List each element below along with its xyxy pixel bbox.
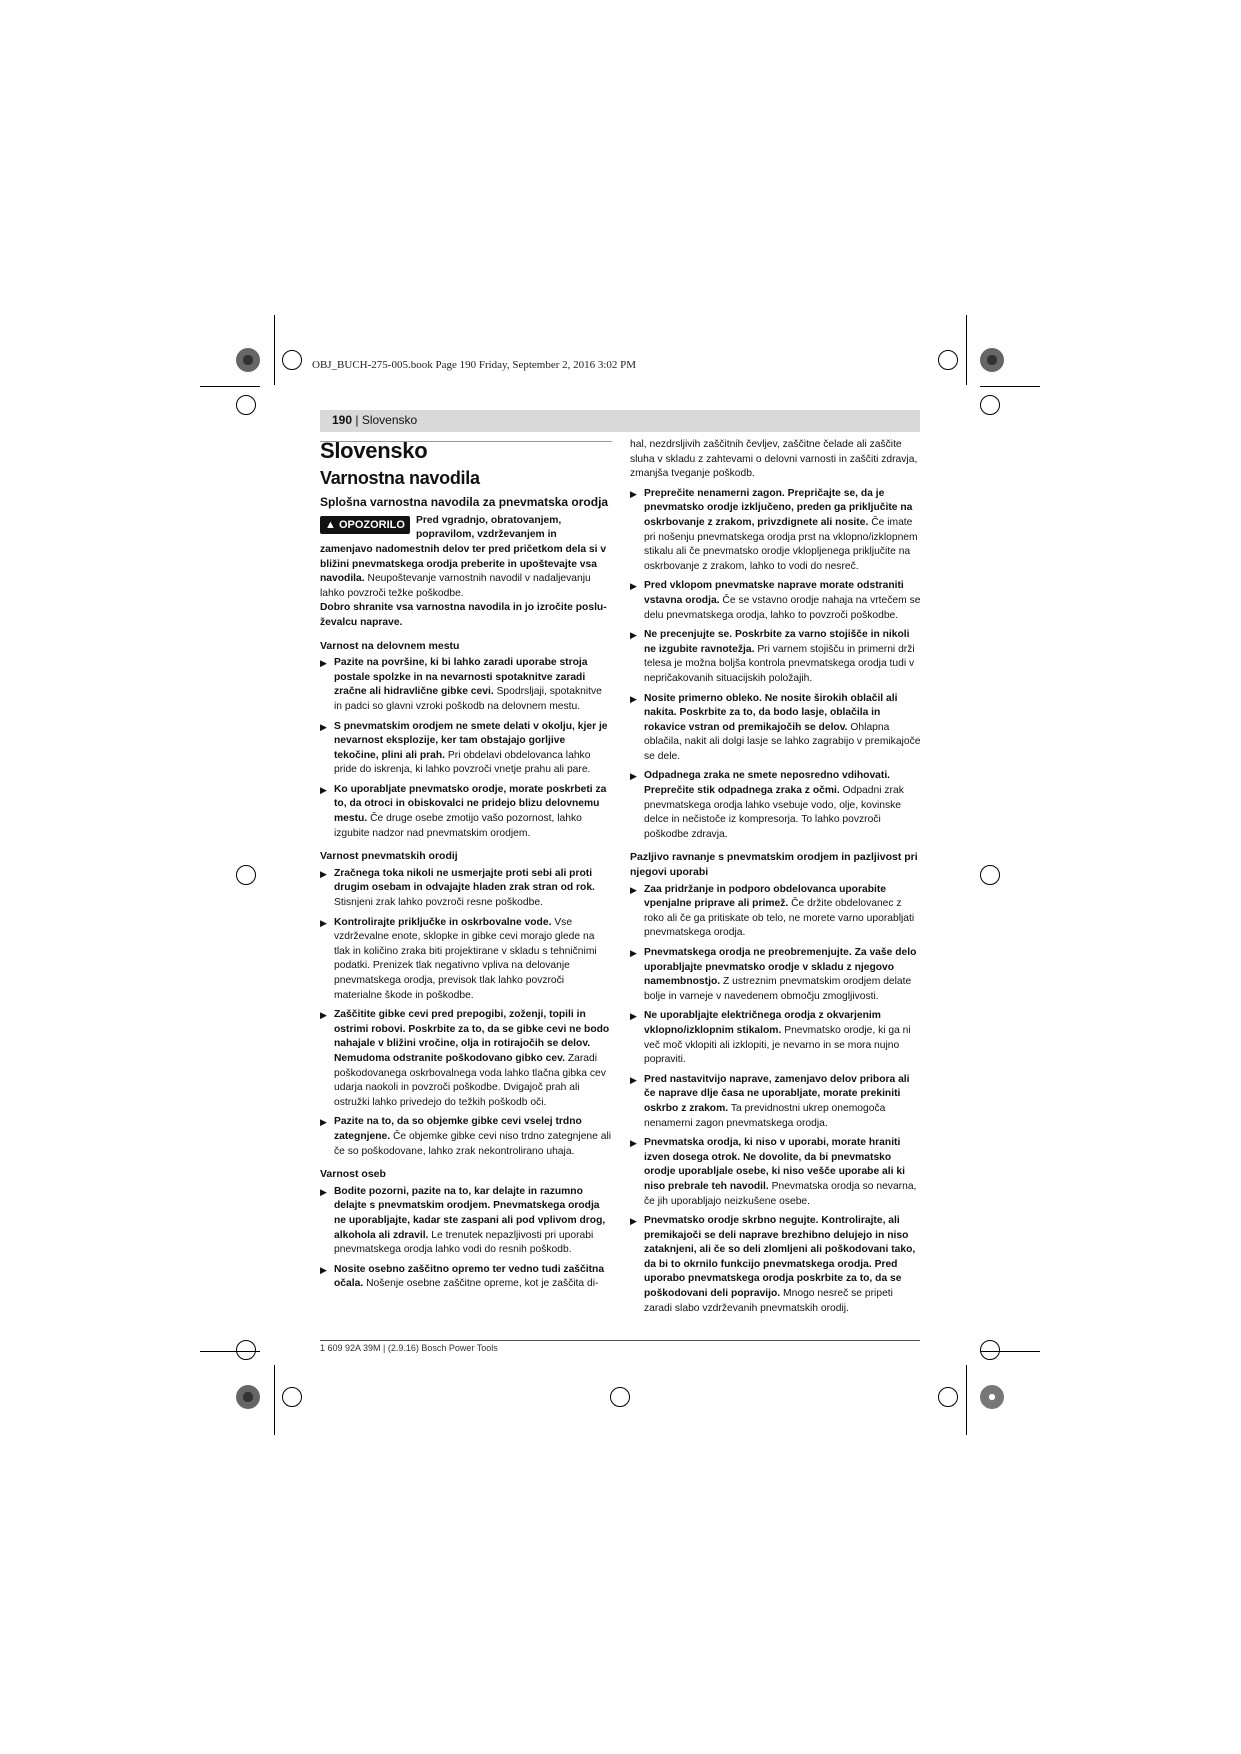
bullet-bold-text: Zaa pridržanje in podporo obdelovanca uporabite vpenjalne priprave ali primež. bbox=[644, 883, 887, 910]
page-header bbox=[332, 413, 417, 427]
bullet-bold-text: Nosite primerno obleko. Ne nosite širokih oblačil ali nakita. Poskrbite za to, da bodo lasje, oblačila in rokavice vstran od premikajočih se delov. bbox=[644, 692, 898, 733]
bullet-item bbox=[320, 720, 612, 778]
bullet-bold-text: Kontrolirajte priključke in oskrbovalne vode. bbox=[334, 916, 552, 928]
bullet-bold-text: Pazite na to, da so objemke gibke cevi vselej trdno zategnjene. bbox=[334, 1116, 582, 1142]
crop-target-right-lower bbox=[980, 1340, 1000, 1360]
bullet-arrow-icon: ▶ bbox=[630, 771, 637, 782]
bullet-text: Pnevmatsko orodje, ki ga ni več moč vklopiti ali izklopiti, je nevarno in se mora nujno popraviti. bbox=[644, 1024, 911, 1066]
page-number: 190 bbox=[332, 413, 353, 427]
registration-mark-bottom-left bbox=[236, 1385, 260, 1409]
crop-target-top-right bbox=[938, 350, 958, 370]
bullet-text: Če držite obdelovanec z roko ali če ga pritiskate ob telo, ne morete varno uporabljati pnevmatskega orodja. bbox=[644, 898, 915, 939]
bullet-text: Če imate pri nošenju pnevmatskega orodja prst na vklopno/izklopnem stikalu ali če pnevmatsko orodje vklopljenega priključite na oskrbovanje z zrakom, lahko to vodi do nesreč. bbox=[644, 516, 918, 572]
bullet-bold-text: S pnevmatskim orodjem ne smete delati v okolju, kjer je nevarnost eksplozije, ker tam obstajajo gorljive tekočine, plini ali prah. bbox=[334, 720, 608, 761]
bullet-item bbox=[630, 769, 922, 842]
bullet-arrow-icon: ▶ bbox=[630, 884, 637, 895]
bullet-text: Če se vstavno orodje nahaja na vrtečem se delu pnevmatskega orodja, lahko to povzroči poškodbe. bbox=[644, 594, 921, 621]
bullet-text: Če objemke gibke cevi niso trdno zategnjene ali če so poškodovane, lahko zrak nekontrolirano uhaja. bbox=[334, 1130, 612, 1157]
bullet-bold-text: Odpadnega zraka ne smete neposredno vdihovati. Preprečite stik odpadnega zraka z očmi. bbox=[644, 770, 891, 797]
bullet-item bbox=[320, 1008, 612, 1110]
bullet-arrow-icon: ▶ bbox=[320, 721, 327, 732]
crop-target-bottom-center bbox=[610, 1387, 630, 1407]
bullet-text: Če druge osebe zmotijo vašo pozornost, lahko izgubite nadzor nad pnevmatskim orodjem. bbox=[334, 813, 582, 839]
crop-target-bottom-left bbox=[282, 1387, 302, 1407]
bullet-bold-text: Pred nastavitvijo naprave, zamenjavo delov pribora ali če naprave dlje časa ne uporabljate, morate prekiniti oskrbo z zrakom. bbox=[644, 1073, 910, 1114]
general-heading: Splošna varnostna navodila za pnevmatska orodja bbox=[320, 495, 609, 510]
registration-mark-top-right bbox=[980, 348, 1004, 372]
bullet-item bbox=[630, 946, 922, 1004]
registration-mark-top-left bbox=[236, 348, 260, 372]
crop-target-left-middle bbox=[236, 865, 256, 885]
bullet-arrow-icon: ▶ bbox=[320, 658, 327, 669]
bullet-bold-text: Bodite pozorni, pazite na to, kar delajte in razumno delajte s pnevmatskim orodjem. Pnevmatskega orodja ne uporabljajte, kadar ste zaspani ali pod vplivom drog, alkohola ali zdravil. bbox=[334, 1185, 606, 1241]
crop-line bbox=[200, 1351, 260, 1352]
bullet-item bbox=[320, 916, 612, 1004]
bullet-item bbox=[630, 1073, 922, 1131]
right-list-1 bbox=[630, 487, 922, 843]
bullet-text: Spodrsljaji, spotaknitve in padci so glavni vzroki poškodb na delovnem mestu. bbox=[334, 686, 602, 712]
bullet-bold-text: Zaščitite gibke cevi pred prepogibi, zoženji, topili in ostrimi robovi. Poskrbite za to, da se gibke cevi ne bodo nahajale v bližini vročine, olja in rotirajočih se delov. Nemudoma odstranite poškodovano gibko cev. bbox=[334, 1009, 610, 1064]
bullet-item bbox=[320, 656, 612, 714]
bullet-bold-text: Nosite osebno zaščitno opremo ter vedno tudi zaščitna očala. bbox=[334, 1263, 605, 1290]
bullet-arrow-icon: ▶ bbox=[630, 488, 637, 499]
bullet-item bbox=[320, 867, 612, 911]
warning-icon: ▲ bbox=[325, 518, 336, 531]
section-title: Varnostna navodila bbox=[320, 467, 480, 488]
bullet-bold-text: Pred vklopom pnevmatske naprave morate odstraniti vstavna orodja. bbox=[644, 580, 904, 606]
bullet-text: Pri varnem stojišču in primerni drži telesa je možna boljša kontrola pnevmatskega orodja tudi v nepričakovanih situacijskih položajih. bbox=[644, 643, 915, 684]
bullet-arrow-icon: ▶ bbox=[320, 1117, 327, 1128]
bullet-arrow-icon: ▶ bbox=[630, 693, 637, 704]
warning-badge bbox=[320, 516, 410, 535]
subsection-heading: Varnost pnevmatskih orodij bbox=[320, 850, 458, 863]
page-title: Slovensko bbox=[320, 438, 428, 463]
bullet-arrow-icon: ▶ bbox=[630, 948, 637, 958]
footer-rule bbox=[320, 1340, 920, 1341]
bullet-arrow-icon: ▶ bbox=[320, 784, 327, 795]
header-separator: | bbox=[355, 413, 362, 427]
bullet-item bbox=[630, 1136, 922, 1209]
bullet-bold-text: Pazite na površine, ki bi lahko zaradi uporabe stroja postale spolzke in na nevarnosti spotaknitve zaradi zračne ali hidravlične gibke cevi. bbox=[334, 657, 588, 698]
bullet-arrow-icon: ▶ bbox=[630, 1011, 637, 1022]
crop-line bbox=[966, 315, 967, 385]
bullet-text: Stisnjeni zrak lahko povzroči resne poškodbe. bbox=[334, 897, 543, 909]
bullet-arrow-icon: ▶ bbox=[630, 1138, 637, 1149]
bullet-text: Mnogo nesreč se pripeti zaradi slabo vzdrževanih pnevmatskih orodij. bbox=[644, 1288, 893, 1314]
right-section-heading: Pazljivo ravnanje s pnevmatskim orodjem in pazljivost pri njegovi uporabi bbox=[630, 851, 918, 879]
subsection-heading: Varnost oseb bbox=[320, 1168, 386, 1181]
bullet-arrow-icon: ▶ bbox=[320, 1186, 327, 1197]
bullet-arrow-icon: ▶ bbox=[320, 868, 327, 879]
bullet-bold-text: Ne uporabljajte električnega orodja z okvarjenim vklopno/izklopnim stikalom. bbox=[644, 1010, 881, 1036]
left-sections bbox=[320, 639, 612, 1292]
warning-bold-text: Pred vgradnjo, obratovanjem, popravilom, vzdrževanjem in zamenjavo nadomestnih delov ter pred pričetkom dela si v bližini pnevmatskega orodja preberite in upoštevajte vsa navodila. bbox=[320, 514, 607, 585]
bullet-arrow-icon: ▶ bbox=[320, 1264, 327, 1275]
bullet-item bbox=[630, 1009, 922, 1067]
crop-target-right-upper bbox=[980, 395, 1000, 415]
bullet-bold-text: Preprečite nenamerni zagon. Prepričajte se, da je pnevmatsko orodje izključeno, preden ga priključite na oskrbovanje z zrakom, privzdignete ali nosite. bbox=[644, 487, 913, 528]
bullet-item bbox=[630, 692, 922, 765]
bullet-text: Ta previdnostni ukrep onemogoča nenamerni zagon pnevmatskega orodja. bbox=[644, 1102, 886, 1129]
bullet-text: Ohlapna oblačila, nakit ali dolgi lasje se lahko zagrabijo v premikajoče se dele. bbox=[644, 721, 921, 762]
bullet-text: Le trenutek nepazljivosti pri uporabi pnevmatskega orodja lahko vodi do resnih poškodb. bbox=[334, 1229, 594, 1256]
right-list-2 bbox=[630, 883, 922, 1317]
bullet-bold-text: Ne precenjujte se. Poskrbite za varno stojišče in nikoli ne izgubite ravnotežja. bbox=[644, 629, 910, 655]
warning-block bbox=[320, 514, 612, 602]
bullet-arrow-icon: ▶ bbox=[630, 1074, 637, 1085]
bullet-item bbox=[320, 1115, 612, 1159]
warning-badge-label: OPOZORILO bbox=[338, 518, 405, 531]
bullet-arrow-icon: ▶ bbox=[630, 630, 637, 641]
crop-line bbox=[200, 386, 260, 387]
crop-target-left-upper bbox=[236, 395, 256, 415]
bullet-item bbox=[630, 487, 922, 575]
left-column bbox=[320, 438, 612, 1297]
footer: 1 609 92A 39M | (2.9.16) Bosch Power Tools bbox=[320, 1343, 498, 1353]
bullet-bold-text: Zračnega toka nikoli ne usmerjajte proti sebi ali proti drugim osebam in odvajajte hladen zrak stran od rok. bbox=[334, 867, 595, 894]
bullet-bold-text: Pnevmatsko orodje skrbno negujte. Kontrolirajte, ali premikajoči se deli naprave brezhibno delujejo in niso zataknjeni, ali če so deli zlomljeni ali poškodovani tako, da bi to okrnilo funkcijo pnevmatskega orodja. Pred uporabo pnevmatskega orodja poskrbite za to, da se poškodovani deli popravijo. bbox=[644, 1215, 916, 1300]
bullet-bold-text: Pnevmatska orodja, ki niso v uporabi, morate hraniti izven dosega otrok. Ne dovolite, da bi pnevmatsko orodje uporabljale osebe, ki niso vešče uporabe ali ki niso prebrale teh navodil. bbox=[644, 1137, 905, 1192]
registration-mark-bottom-right bbox=[980, 1385, 1004, 1409]
bullet-item bbox=[630, 579, 922, 623]
bullet-item bbox=[630, 1214, 922, 1316]
bullet-arrow-icon: ▶ bbox=[320, 917, 327, 928]
right-intro: hal, nezdrsljivih zaščitnih čevljev, zaščitne čelade ali zaščite sluha v skladu z zahtevami o delovni varnosti in zaščiti zdravja, zmanjša tveganje poškodb. bbox=[630, 439, 918, 480]
header-section: Slovensko bbox=[361, 413, 418, 427]
bullet-bold-text: Ko uporabljate pnevmatsko orodje, morate poskrbeti za to, da otroci in obiskovalci ne pridejo blizu delovnemu mestu. bbox=[334, 783, 607, 825]
crop-line bbox=[980, 386, 1040, 387]
bullet-text: Pri obdelavi obdelovanca lahko pride do iskrenja, ki lahko povzroči vnetje prahu ali pare. bbox=[334, 749, 591, 776]
bullet-arrow-icon: ▶ bbox=[320, 1010, 327, 1021]
crop-line bbox=[274, 1365, 275, 1435]
bullet-bold-text: Pnevmatskega orodja ne preobremenjujte. Za vaše delo uporabljajte pnevmatsko orodje v skladu z njegovo namembnostjo. bbox=[644, 947, 917, 988]
subsection-heading: Varnost na delovnem mestu bbox=[320, 639, 460, 652]
crop-target-top-left bbox=[282, 350, 302, 370]
crop-target-bottom-right bbox=[938, 1387, 958, 1407]
crop-target-left-lower bbox=[236, 1340, 256, 1360]
crop-target-right-middle bbox=[980, 865, 1000, 885]
bullet-item bbox=[320, 1263, 612, 1292]
crop-line bbox=[966, 1365, 967, 1435]
book-file-info: OBJ_BUCH-275-005.book Page 190 Friday, September 2, 2016 3:02 PM bbox=[312, 359, 637, 371]
right-column bbox=[630, 438, 922, 1321]
crop-line bbox=[980, 1351, 1040, 1352]
bullet-arrow-icon: ▶ bbox=[630, 581, 637, 592]
warning-text: Neupoštevanje varnostnih navodil v nadaljevanju lahko povzroči težke poškodbe. bbox=[320, 573, 591, 599]
crop-line bbox=[274, 315, 275, 385]
bullet-text: Nošenje osebne zaščitne opreme, kot je zaščita di- bbox=[366, 1278, 599, 1290]
bullet-text: Pnevmatska orodja so nevarna, če jih uporabljajo neizkušene osebe. bbox=[644, 1180, 917, 1207]
bullet-text: Z ustreznim pnevmatskim orodjem delate bolje in varneje v navedenem območju zmogljivosti. bbox=[644, 976, 912, 1002]
bullet-item bbox=[320, 783, 612, 841]
keep-instructions: Dobro shranite vsa varnostna navodila in jo izročite poslu-ževalcu naprave. bbox=[320, 602, 607, 628]
bullet-item bbox=[630, 883, 922, 941]
bullet-text: Vse vzdrževalne enote, sklopke in gibke cevi morajo glede na tlak in količino zraka biti projektirane v skladu s tehničnimi podatki. Prenizek tlak negativno vpliva na delovanje pnevmatskega orodja, previsok tlak lahko povzroči materialne škode in poškodbe. bbox=[334, 916, 597, 1001]
bullet-text: Zaradi poškodovanega oskrbovalnega voda lahko tlačna gibka cev udarja naokoli in povzroči poškodbe. Dvigajoč prah ali ostružki lahko privedejo do težkih poškodb oči. bbox=[334, 1052, 606, 1108]
bullet-arrow-icon: ▶ bbox=[630, 1216, 637, 1227]
bullet-text: Odpadni zrak pnevmatskega orodja lahko vsebuje vodo, olje, kovinske delce in nečistoče iz kompresorja. To lahko povzroči poškodbe zdravja. bbox=[644, 785, 904, 840]
bullet-item bbox=[630, 628, 922, 686]
bullet-item bbox=[320, 1185, 612, 1258]
